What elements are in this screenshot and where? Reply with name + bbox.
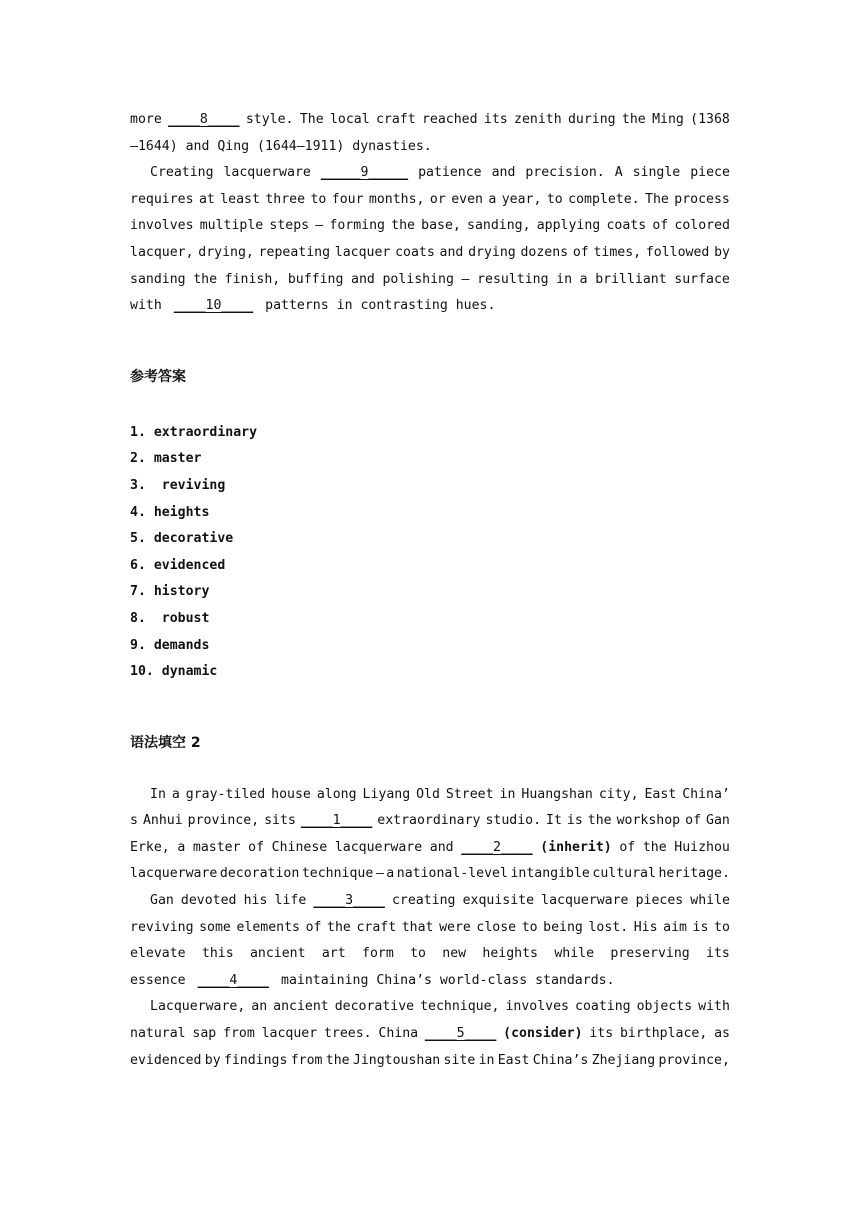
word: workshop <box>616 813 681 829</box>
answer-blank: ____3____ <box>313 893 385 909</box>
word: sits <box>264 813 296 829</box>
answer-blank: _____9_____ <box>320 165 409 181</box>
word: patience <box>418 165 482 181</box>
word: Street <box>445 786 494 802</box>
word: from <box>223 1026 255 1042</box>
word: findings <box>223 1052 288 1068</box>
word: in <box>556 271 573 287</box>
word: close <box>476 919 517 935</box>
word: intangible <box>510 866 590 882</box>
word: trees. <box>323 1026 372 1042</box>
word: along <box>316 786 357 802</box>
answer-blank: ____5____ <box>424 1026 497 1042</box>
word: lacquer, <box>130 244 194 260</box>
word: brilliant <box>595 271 667 287</box>
text-line <box>130 267 730 294</box>
answer-blank: ____8____ <box>168 112 240 127</box>
word: at <box>198 191 215 207</box>
word: a <box>386 866 395 882</box>
text-line <box>130 134 730 161</box>
word: extraordinary <box>377 813 481 829</box>
word: ancient <box>249 946 306 962</box>
word: process <box>674 191 730 207</box>
word: being <box>543 919 583 935</box>
word: decorative <box>334 999 415 1015</box>
word: — <box>315 218 324 234</box>
word: were <box>439 919 471 935</box>
word: objects <box>636 999 693 1015</box>
word: polishing <box>382 271 454 287</box>
word: base, <box>421 218 461 234</box>
word: piece <box>690 165 730 181</box>
text-line <box>130 888 730 915</box>
word: by <box>204 1052 221 1068</box>
word: form <box>362 946 394 962</box>
word: — <box>461 271 470 287</box>
word: complete. <box>568 191 640 207</box>
answer-blank: ____2____ <box>461 839 533 855</box>
word: this <box>201 946 234 962</box>
word: creating <box>391 893 456 909</box>
word: coats <box>395 244 435 260</box>
word-hint: (inherit) <box>540 839 612 855</box>
text-line <box>130 915 730 942</box>
word-hint: (consider) <box>503 1026 583 1042</box>
word: Zhejiang <box>591 1052 656 1068</box>
word: In <box>150 786 166 802</box>
word: essence <box>130 972 186 988</box>
word: buffing <box>287 271 344 287</box>
word: as <box>714 1026 730 1042</box>
word: to <box>410 946 426 962</box>
word: devoted <box>180 893 237 909</box>
word: to <box>521 919 538 935</box>
word: gray-tiled <box>185 786 266 802</box>
word: ancient <box>273 999 329 1015</box>
word: even <box>451 191 483 207</box>
word: Gan <box>706 813 730 829</box>
passage-1-tail <box>130 107 730 320</box>
word: and <box>351 271 375 287</box>
word: Huangshan <box>521 786 593 802</box>
word: sap <box>192 1026 217 1042</box>
word: a <box>171 786 180 802</box>
word: repeating <box>258 244 331 260</box>
word: It <box>546 813 562 829</box>
word: that <box>401 919 434 935</box>
word: life <box>274 893 307 909</box>
word: some <box>199 919 231 935</box>
word: China <box>378 1026 419 1042</box>
word: forming <box>329 218 385 234</box>
word: surface <box>674 271 730 287</box>
word: s <box>130 813 138 829</box>
text-line <box>130 1021 730 1048</box>
word: to <box>714 919 730 935</box>
word: in <box>478 1052 495 1068</box>
word: the <box>327 919 351 935</box>
word: and <box>429 839 454 855</box>
text-line <box>130 160 730 187</box>
word: province, <box>187 813 260 829</box>
word: the <box>587 813 612 829</box>
word: year, <box>501 191 542 207</box>
word: and <box>491 165 516 181</box>
word: the <box>193 271 218 287</box>
text-line <box>130 213 730 240</box>
word: A <box>614 165 623 181</box>
word: East <box>497 1052 530 1068</box>
word: the <box>621 112 646 127</box>
word: its <box>706 946 730 962</box>
text-line <box>130 808 730 835</box>
word: site <box>443 1052 476 1068</box>
word: coating <box>575 999 631 1015</box>
word: Chinese <box>271 839 328 855</box>
word: finish, <box>224 271 281 287</box>
word: Huizhou <box>674 839 730 855</box>
word: cultural <box>592 866 656 882</box>
word: The <box>645 191 669 207</box>
answer-item: 10. dynamic <box>130 664 218 680</box>
word: drying <box>468 244 516 260</box>
answer-item: 7. history <box>130 584 210 600</box>
word: times, <box>593 244 642 260</box>
word: four <box>331 191 364 207</box>
word: heights <box>482 946 538 962</box>
word: steps <box>269 218 310 234</box>
word: and <box>439 244 464 260</box>
word: lacquerware <box>223 165 311 181</box>
word: natural <box>130 1026 186 1042</box>
word: colored <box>674 218 730 234</box>
word: followed <box>645 244 710 260</box>
word: Creating <box>150 165 214 181</box>
document-page <box>130 107 730 1074</box>
word: China’s <box>532 1052 589 1068</box>
word: Erke, <box>130 839 170 855</box>
word: multiple <box>199 218 264 234</box>
word: dozens <box>520 244 569 260</box>
text-line <box>130 293 730 320</box>
word: precision. <box>525 165 605 181</box>
text-line <box>130 1048 730 1075</box>
word: of <box>619 839 636 855</box>
word: is <box>566 813 583 829</box>
word: craft <box>375 112 416 127</box>
answer-blank: ____4____ <box>197 972 270 988</box>
word: a <box>177 839 186 855</box>
word: master <box>192 839 241 855</box>
word: sanding <box>130 271 186 287</box>
word: to <box>310 191 327 207</box>
passage-2 <box>130 782 730 1075</box>
word: three <box>265 191 306 207</box>
word: preserving <box>610 946 690 962</box>
word: elevate <box>130 946 186 962</box>
word: new <box>442 946 467 962</box>
word: reached <box>421 112 478 127</box>
word: Anhui <box>142 813 183 829</box>
word: heritage. <box>658 866 730 882</box>
word: to <box>546 191 563 207</box>
word: more <box>130 112 162 127</box>
answers-heading: 参考答案 <box>130 368 186 385</box>
answer-item: 5. decorative <box>130 531 234 547</box>
word: Gan <box>150 893 174 909</box>
word: during <box>567 112 616 127</box>
word: his <box>243 893 268 909</box>
text-line <box>130 835 730 862</box>
text-line <box>130 187 730 214</box>
word: China’ <box>682 786 730 802</box>
text-line <box>130 107 730 134</box>
word: province, <box>658 1052 730 1068</box>
word: of <box>572 244 589 260</box>
word: zenith <box>514 112 562 127</box>
word: pieces <box>635 893 684 909</box>
word: Ming <box>652 112 684 127</box>
word: national-level <box>396 866 508 882</box>
answer-item: 3. reviving <box>130 477 226 493</box>
word: an <box>251 999 268 1015</box>
word: resulting <box>477 271 549 287</box>
word: patterns in contrasting hues. <box>265 298 496 314</box>
word: of <box>248 839 265 855</box>
text-line <box>130 968 730 995</box>
word: — <box>375 866 384 882</box>
word: decoration <box>219 866 300 882</box>
word: of <box>305 919 322 935</box>
word: lacquer <box>261 1026 318 1042</box>
word: while <box>690 893 730 909</box>
word: with <box>130 298 162 314</box>
word: its <box>483 112 508 127</box>
word: technique, <box>420 999 500 1015</box>
answer-blank: ____1____ <box>300 813 373 829</box>
word: its <box>589 1026 614 1042</box>
text-line <box>130 941 730 968</box>
word: Jingtoushan <box>352 1052 441 1068</box>
word: (1368 <box>690 112 730 127</box>
word: in <box>499 786 516 802</box>
word: is <box>692 919 709 935</box>
word: house <box>271 786 311 802</box>
word: Lacquerware, <box>150 999 246 1015</box>
word: coats <box>606 218 647 234</box>
word: city, <box>598 786 639 802</box>
answer-item: 2. master <box>130 451 202 467</box>
word: months, <box>368 191 425 207</box>
word: reviving <box>130 919 194 935</box>
answer-item: 1. extraordinary <box>130 424 258 440</box>
word: local <box>329 112 370 127</box>
answer-list <box>130 420 730 686</box>
word: of <box>652 218 669 234</box>
word: evidenced <box>130 1052 202 1068</box>
word: Liyang <box>362 786 411 802</box>
word: lacquer <box>334 244 391 260</box>
word: studio. <box>485 813 542 829</box>
word: The <box>299 112 324 127</box>
word: maintaining China’s world-class standards. <box>281 972 615 988</box>
word: involves <box>505 999 570 1015</box>
word: style. <box>245 112 294 127</box>
word: craft <box>356 919 397 935</box>
text-line <box>130 240 730 267</box>
word: His <box>633 919 658 935</box>
word: a <box>579 271 588 287</box>
word: the <box>642 839 667 855</box>
word: with <box>698 999 730 1015</box>
word: single <box>632 165 681 181</box>
word: sanding, <box>467 218 531 234</box>
word: lacquerware <box>130 866 218 882</box>
word: while <box>554 946 595 962</box>
word: lacquerware <box>541 893 629 909</box>
word: birthplace, <box>619 1026 708 1042</box>
word: lost. <box>588 919 629 935</box>
answer-item: 4. heights <box>130 504 210 520</box>
word: applying <box>536 218 601 234</box>
word: lacquerware <box>334 839 423 855</box>
answer-item: 9. demands <box>130 637 210 653</box>
answer-blank: ____10____ <box>173 298 254 314</box>
text-line <box>130 861 730 888</box>
answer-item: 6. evidenced <box>130 557 226 573</box>
word: aim <box>663 919 687 935</box>
word: a <box>488 191 497 207</box>
word: East <box>644 786 677 802</box>
word: of <box>685 813 702 829</box>
word: the <box>325 1052 350 1068</box>
word: from <box>290 1052 323 1068</box>
word: technique <box>301 866 374 882</box>
word: the <box>391 218 415 234</box>
text-line <box>130 782 730 809</box>
word: Old <box>416 786 440 802</box>
word: art <box>321 946 346 962</box>
word: elements <box>236 919 300 935</box>
word: –1644) and Qing (1644–1911) dynasties. <box>130 138 432 154</box>
word: requires <box>130 191 194 207</box>
word: or <box>429 191 446 207</box>
word: exquisite <box>462 893 535 909</box>
text-line <box>130 994 730 1021</box>
section-2-heading: 语法填空 2 <box>130 734 201 751</box>
word: involves <box>130 218 194 234</box>
word: by <box>714 244 730 260</box>
answer-item: 8. robust <box>130 610 210 626</box>
word: least <box>220 191 260 207</box>
word: drying, <box>198 244 254 260</box>
